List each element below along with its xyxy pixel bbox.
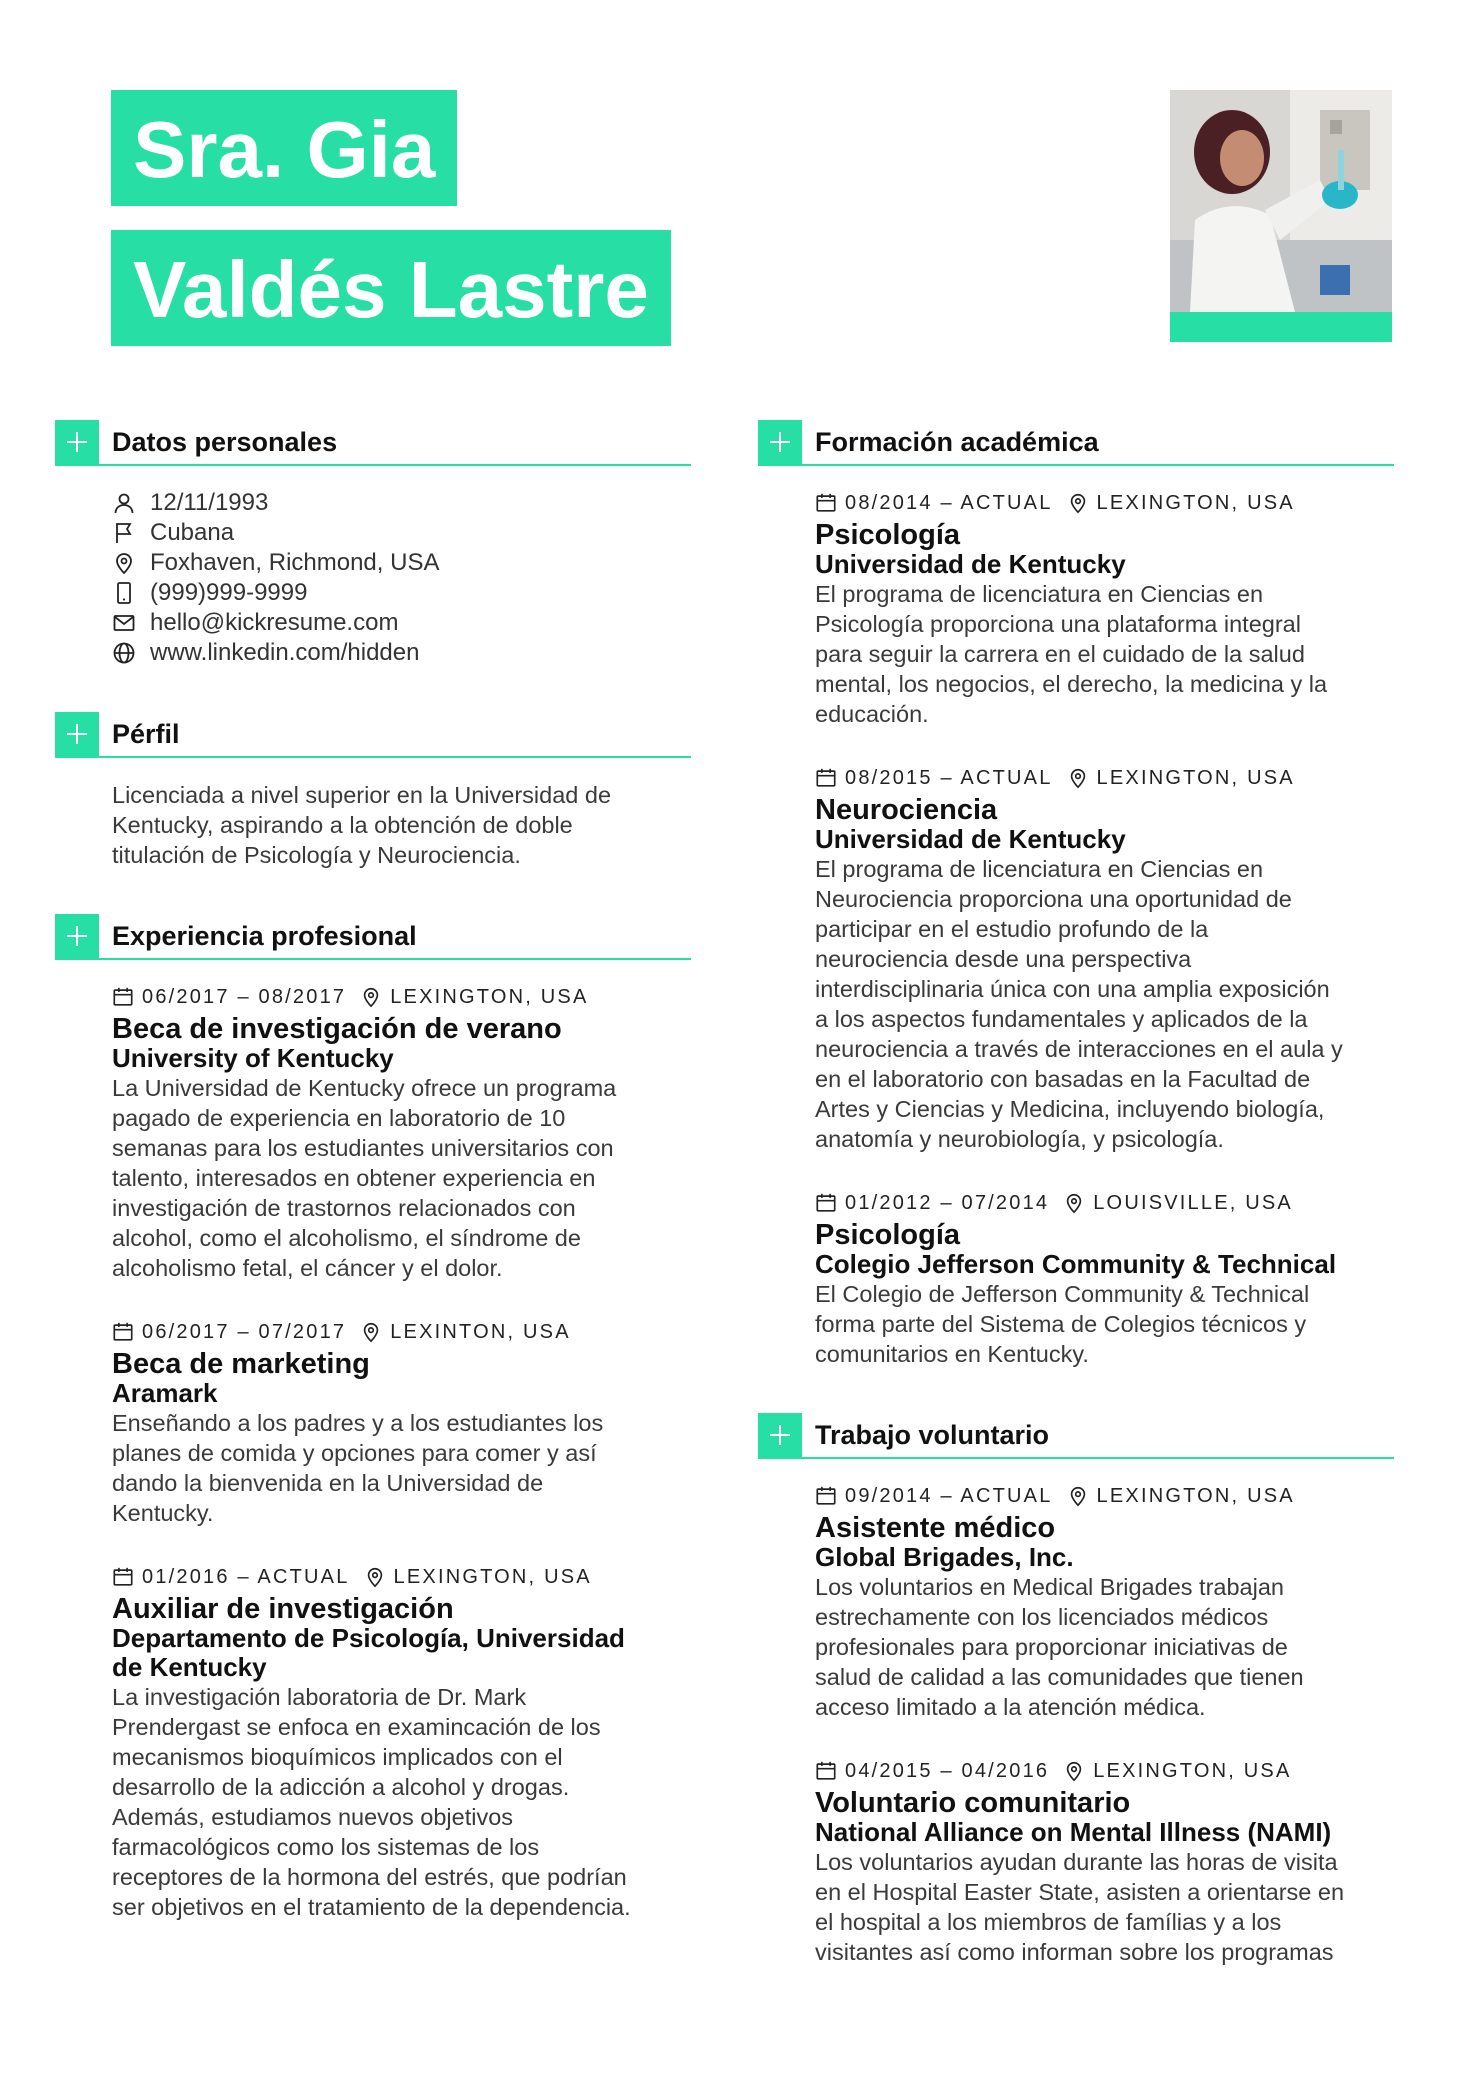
globe-icon — [112, 641, 136, 665]
info-text: www.linkedin.com/hidden — [150, 639, 420, 666]
experience-entry — [112, 1317, 691, 1528]
entry-organization: Colegio Jefferson Community & Technical — [815, 1249, 1337, 1279]
left-column — [55, 420, 691, 1966]
entry-description: Enseñando a los padres y a los estudiantes los planes de comida y opciones para comer y así dando la bienvenida en la Universidad de Kentucky. — [112, 1410, 604, 1526]
info-text: Cubana — [150, 519, 235, 546]
entry-dates: 06/2017 – 08/2017 — [142, 985, 347, 1008]
name-line-1: Sra. Gia — [111, 90, 457, 206]
mail-icon — [112, 611, 136, 635]
entry-title: Beca de marketing — [112, 1348, 370, 1380]
section-title: Datos personales — [112, 426, 338, 457]
entry-meta — [815, 1481, 1394, 1511]
entry-dates: 08/2015 – ACTUAL — [845, 766, 1053, 789]
entry-title: Asistente médico — [815, 1512, 1056, 1544]
entry-location: LEXINGTON, USA — [1093, 1759, 1292, 1782]
entry-location: LEXINGTON, USA — [390, 985, 589, 1008]
plus-icon — [55, 914, 99, 958]
profile-header — [55, 712, 691, 758]
entry-description: Los voluntarios ayudan durante las horas de visita en el Hospital Easter State, asisten a orientarse en el hospital a los miembros de famílias y a los visitantes así como informan sobre los programas — [815, 1849, 1345, 1965]
entry-title: Voluntario comunitario — [815, 1787, 1131, 1819]
personal-header — [55, 420, 691, 466]
entry-description: La investigación laboratoria de Dr. Mark Prendergast se enfoca en examincación de los mecanismos bioquímicos implicados con el desarrollo de la adicción a alcohol y drogas. Además, estudiamos nuevos objetivos farmacológicos como los sistemas de los receptores de la hormona del estrés, que podrían ser objetivos en el tratamiento de la dependencia. — [112, 1684, 631, 1920]
experience-entry — [112, 1562, 691, 1922]
entry-description: El programa de licenciatura en Ciencias en Psicología proporciona una plataforma integral para seguir la carrera en el cuidado de la salud mental, los negocios, el derecho, la medicina y la educación. — [815, 581, 1328, 727]
phone-icon — [112, 581, 136, 605]
info-phone — [112, 578, 691, 608]
location-pin-icon — [360, 986, 382, 1008]
person-icon — [112, 491, 136, 515]
calendar-icon — [112, 1566, 134, 1588]
entry-meta — [815, 488, 1394, 518]
info-text: (999)999-9999 — [150, 579, 308, 606]
entry-location: LOUISVILLE, USA — [1093, 1191, 1293, 1214]
photo-accent-bar — [1170, 312, 1392, 342]
calendar-icon — [815, 492, 837, 514]
entry-dates: 08/2014 – ACTUAL — [845, 491, 1053, 514]
plus-icon — [758, 1413, 802, 1457]
entry-organization: National Alliance on Mental Illness (NAMI) — [815, 1817, 1332, 1847]
entry-meta — [815, 763, 1394, 793]
entry-location: LEXINGTON, USA — [1096, 491, 1295, 514]
entry-meta — [112, 1562, 691, 1592]
plus-icon — [55, 420, 99, 464]
entry-dates: 06/2017 – 07/2017 — [142, 1320, 347, 1343]
calendar-icon — [112, 986, 134, 1008]
calendar-icon — [815, 1760, 837, 1782]
info-text: Foxhaven, Richmond, USA — [150, 549, 440, 576]
calendar-icon — [112, 1321, 134, 1343]
profile-text: Licenciada a nivel superior en la Universidad de Kentucky, aspirando a la obtención de doble titulación de Psicología y Neurociencia. — [112, 782, 612, 868]
entry-dates: 04/2015 – 04/2016 — [845, 1759, 1050, 1782]
entry-dates: 01/2012 – 07/2014 — [845, 1191, 1050, 1214]
info-text: 12/11/1993 — [150, 489, 269, 516]
entry-organization: University of Kentucky — [112, 1043, 394, 1073]
experience-header — [55, 914, 691, 960]
entry-description: Los voluntarios en Medical Brigades trabajan estrechamente con los licenciados médicos profesionales para proporcionar iniciativas de salud de calidad a las comunidades que tienen acceso limitado a la atención médica. — [815, 1574, 1304, 1720]
location-pin-icon — [1063, 1192, 1085, 1214]
entry-dates: 09/2014 – ACTUAL — [845, 1484, 1053, 1507]
profile-section — [55, 712, 691, 870]
entry-organization: Universidad de Kentucky — [815, 549, 1126, 579]
entry-organization: de Kentucky — [112, 1652, 267, 1682]
volunteer-entry — [815, 1481, 1394, 1722]
education-section — [758, 420, 1394, 1369]
info-email — [112, 608, 691, 638]
location-pin-icon — [1067, 492, 1089, 514]
entry-title: Neurociencia — [815, 794, 998, 826]
entry-meta — [112, 1317, 691, 1347]
volunteer-header — [758, 1413, 1394, 1459]
education-entry — [815, 763, 1394, 1154]
calendar-icon — [815, 767, 837, 789]
entry-dates: 01/2016 – ACTUAL — [142, 1565, 350, 1588]
entry-title: Beca de investigación de verano — [112, 1013, 562, 1045]
entry-organization: Departamento de Psicología, Universidad — [112, 1623, 625, 1653]
name-line-2: Valdés Lastre — [111, 230, 671, 346]
entry-location: LEXINGTON, USA — [393, 1565, 592, 1588]
entry-location: LEXINGTON, USA — [1096, 766, 1295, 789]
entry-title: Psicología — [815, 519, 961, 551]
experience-section — [55, 914, 691, 1922]
calendar-icon — [815, 1485, 837, 1507]
education-entry — [815, 488, 1394, 729]
education-entry — [815, 1188, 1394, 1369]
entry-meta — [815, 1756, 1394, 1786]
experience-entry — [112, 982, 691, 1283]
entry-organization: Global Brigades, Inc. — [815, 1542, 1074, 1572]
entry-meta — [815, 1188, 1394, 1218]
flag-icon — [112, 521, 136, 545]
location-pin-icon — [364, 1566, 386, 1588]
calendar-icon — [815, 1192, 837, 1214]
info-web — [112, 638, 691, 668]
volunteer-entry — [815, 1756, 1394, 1967]
personal-section — [55, 420, 691, 668]
entry-title: Auxiliar de investigación — [112, 1593, 454, 1625]
info-nationality — [112, 518, 691, 548]
section-title: Formación académica — [815, 426, 1099, 457]
section-title: Pérfil — [112, 718, 180, 749]
location-pin-icon — [1067, 1485, 1089, 1507]
location-pin-icon — [360, 1321, 382, 1343]
entry-meta — [112, 982, 691, 1012]
profile-photo — [1170, 90, 1392, 312]
location-pin-icon — [112, 551, 136, 575]
section-title: Experiencia profesional — [112, 920, 417, 951]
info-address — [112, 548, 691, 578]
entry-description: El programa de licenciatura en Ciencias en Neurociencia proporciona una oportunidad de participar en el estudio profundo de la neurociencia desde una perspectiva interdisciplinaria única con una amplia exposición a los aspectos fundamentales y aplicados de la neurociencia a través de interacciones en el aula y en el laboratorio con basadas en la Facultad de Artes y Ciencias y Medicina, incluyendo biología, anatomía y neurobiología, y psicología. — [815, 856, 1343, 1152]
volunteer-section — [758, 1413, 1394, 1967]
entry-location: LEXINGTON, USA — [1096, 1484, 1295, 1507]
entry-location: LEXINTON, USA — [390, 1320, 571, 1343]
info-text: hello@kickresume.com — [150, 609, 399, 636]
info-birthdate — [112, 488, 691, 518]
plus-icon — [758, 420, 802, 464]
entry-description: La Universidad de Kentucky ofrece un programa pagado de experiencia en laboratorio de 10 semanas para los estudiantes universitarios con talento, interesados en obtener experiencia en investigación de trastornos relacionados con alcohol, como el alcoholismo, el síndrome de alcoholismo fetal, el cáncer y el dolor. — [112, 1075, 617, 1281]
education-header — [758, 420, 1394, 466]
right-column — [758, 420, 1394, 2011]
entry-title: Psicología — [815, 1219, 961, 1251]
plus-icon — [55, 712, 99, 756]
entry-organization: Aramark — [112, 1378, 218, 1408]
entry-description: El Colegio de Jefferson Community & Technical forma parte del Sistema de Colegios técnicos y comunitarios en Kentucky. — [815, 1281, 1310, 1367]
entry-organization: Universidad de Kentucky — [815, 824, 1126, 854]
location-pin-icon — [1063, 1760, 1085, 1782]
section-title: Trabajo voluntario — [815, 1419, 1050, 1450]
location-pin-icon — [1067, 767, 1089, 789]
